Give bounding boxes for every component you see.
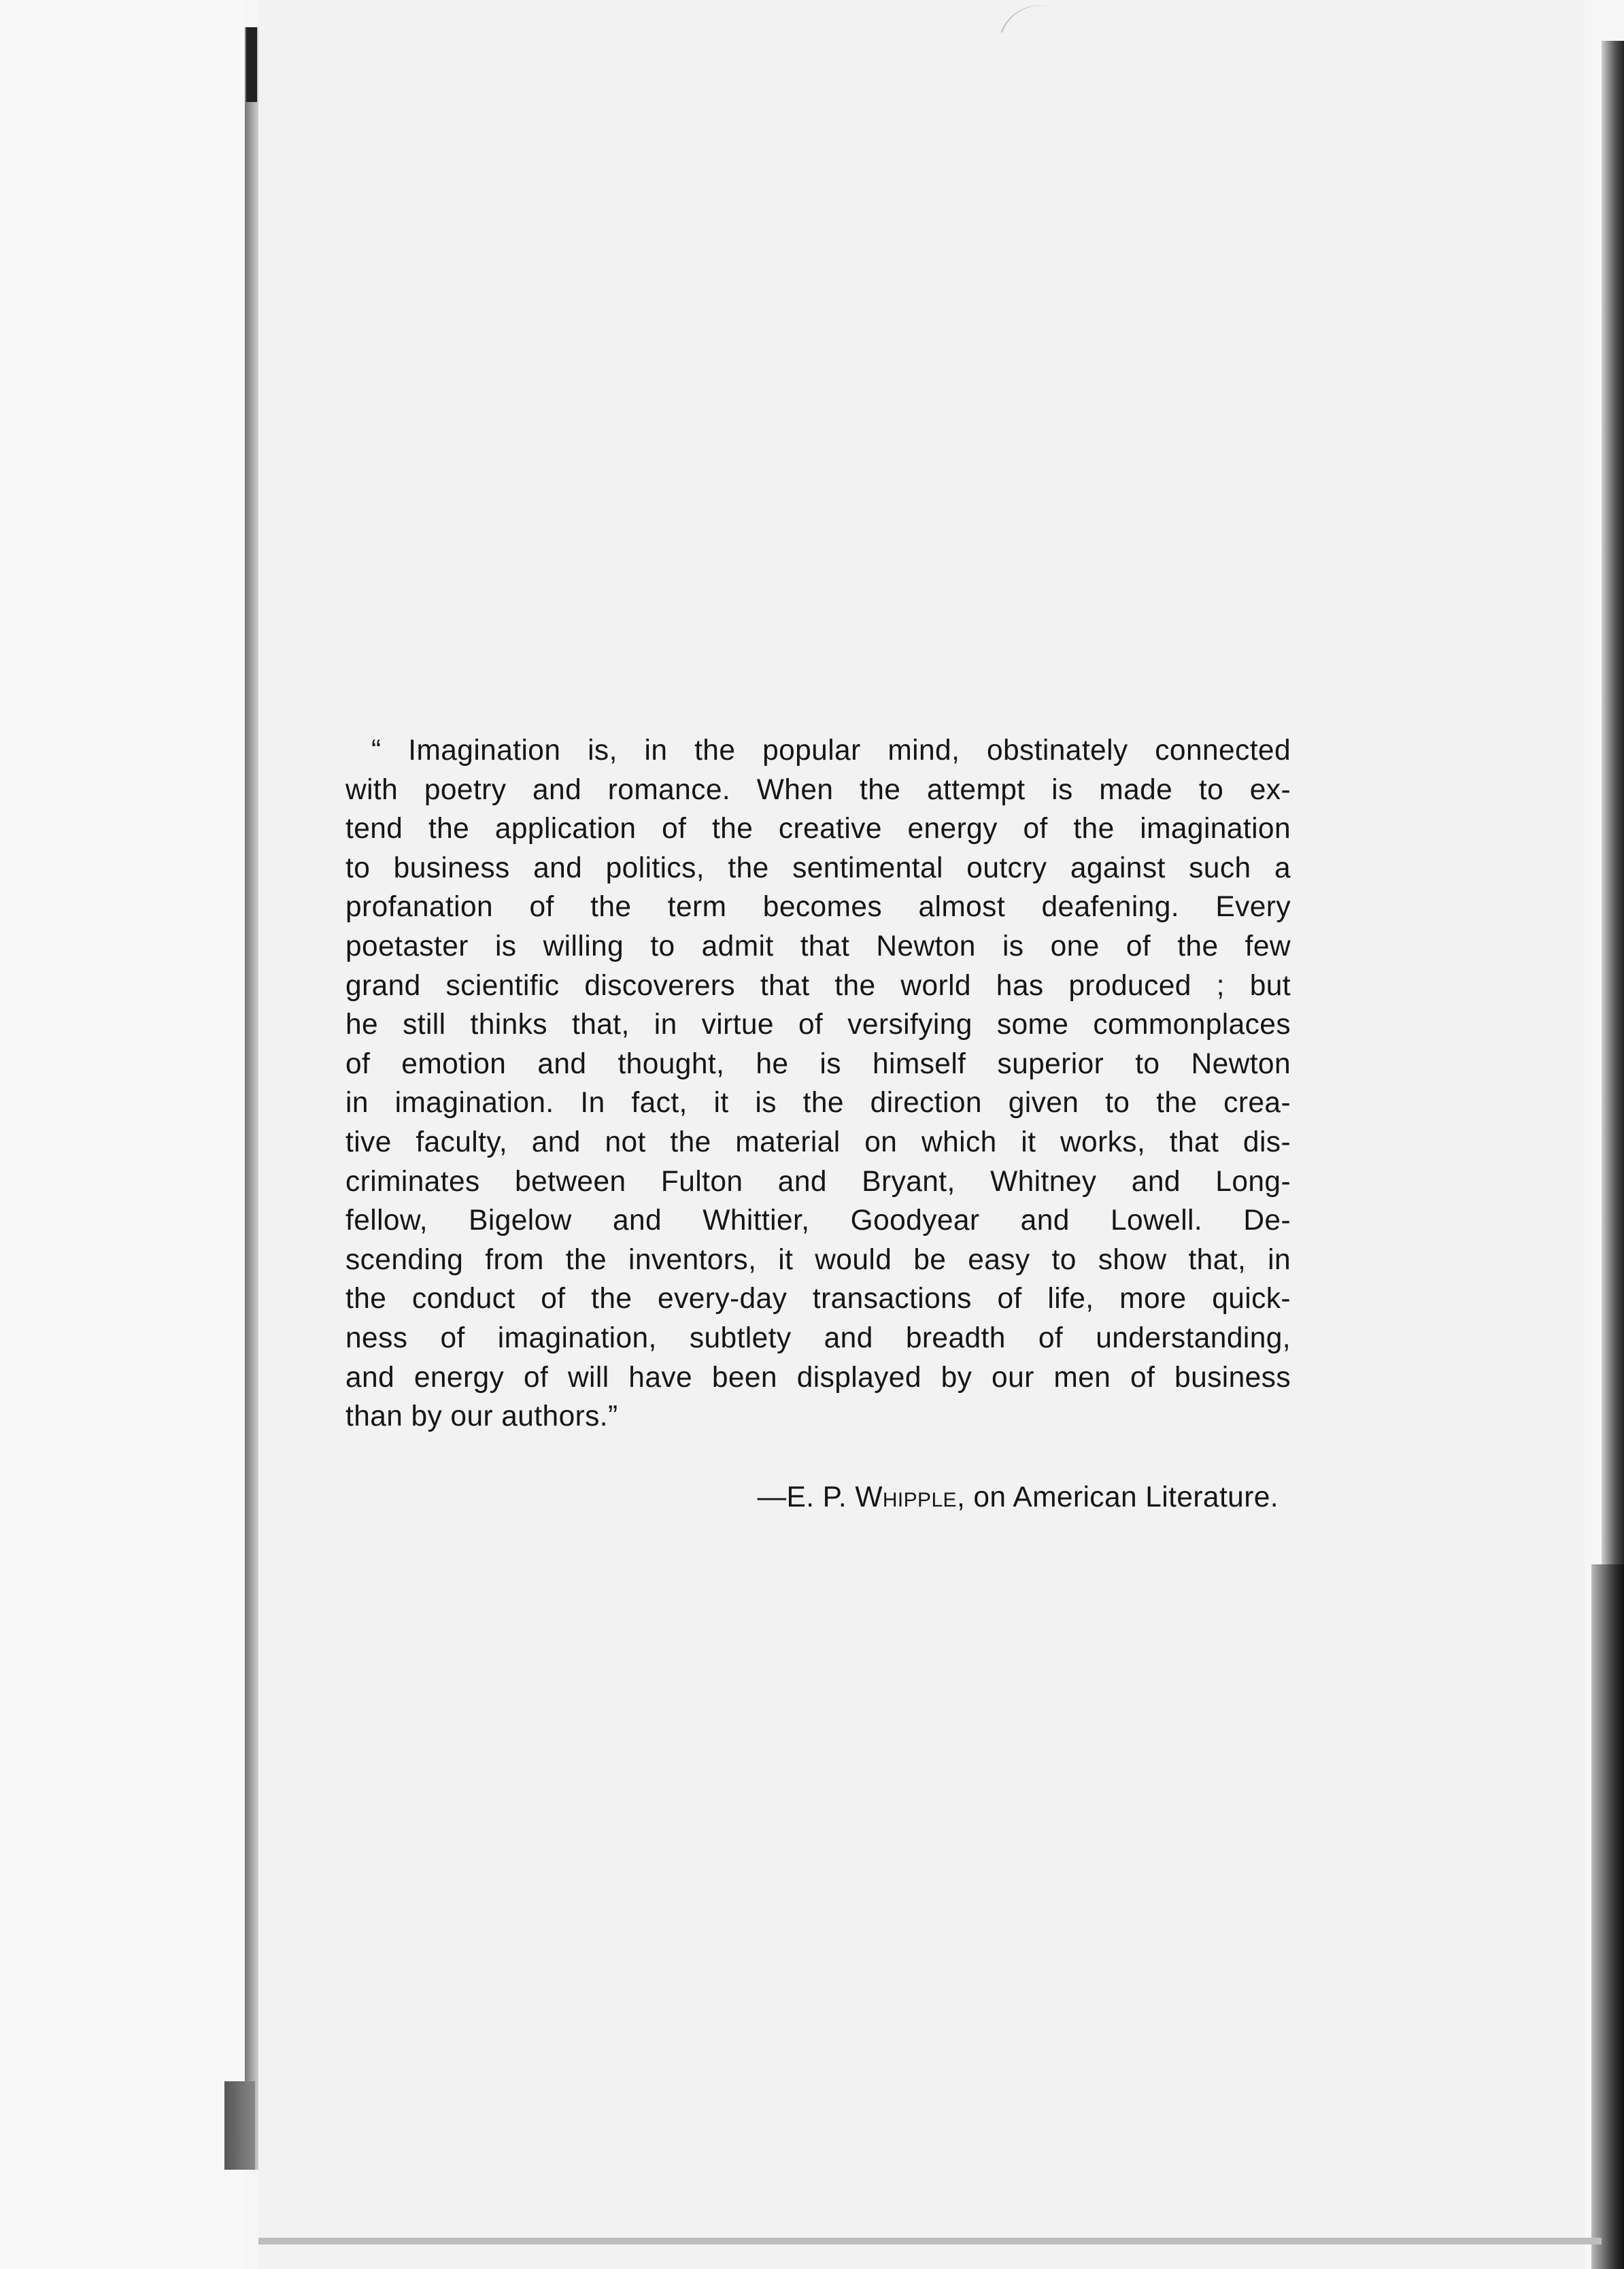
quote-line: with poetry and romance. When the attempt is made to ex-: [345, 773, 1291, 806]
binding-gutter: [245, 27, 258, 2170]
attribution-dash: —E. P.: [757, 1481, 856, 1513]
page-bottom-edge: [258, 2238, 1602, 2245]
facing-page-margin: [0, 0, 245, 2269]
epigraph-quote: [345, 731, 1291, 1436]
quote-line: he still thinks that, in virtue of versifying some commonplaces: [345, 1009, 1291, 1041]
quote-line: “ Imagination is, in the popular mind, obstinately connected: [371, 735, 1291, 767]
page-right-edge-shadow: [1591, 1564, 1624, 2269]
quote-line: in imagination. In fact, it is the direction given to the crea-: [345, 1087, 1291, 1120]
quote-line: tive faculty, and not the material on which it works, that dis-: [345, 1126, 1291, 1158]
quote-line: criminates between Fulton and Bryant, Whitney and Long-: [345, 1165, 1291, 1198]
quote-line: than by our authors.”: [345, 1400, 618, 1433]
quote-line: tend the application of the creative energy of the imagination: [345, 813, 1291, 845]
quote-line: scending from the inventors, it would be easy to show that, in: [345, 1243, 1291, 1276]
quote-line: fellow, Bigelow and Whittier, Goodyear and Lowell. De-: [345, 1205, 1291, 1237]
quote-line: the conduct of the every-day transactions of life, more quick-: [345, 1283, 1291, 1315]
quote-line: and energy of will have been displayed by our men of business: [345, 1361, 1291, 1394]
attribution-author: Whipple: [855, 1481, 957, 1513]
quote-line: to business and politics, the sentimental outcry against such a: [345, 852, 1291, 884]
quote-line: profanation of the term becomes almost deafening. Every: [345, 891, 1291, 924]
quote-line: ness of imagination, subtlety and breadth of understanding,: [345, 1322, 1291, 1354]
binding-gutter-bottom: [224, 2081, 255, 2170]
attribution-source: , on American Literature.: [956, 1481, 1279, 1513]
quote-line: poetaster is willing to admit that Newton is one of the few: [345, 930, 1291, 962]
binding-gutter-top: [246, 27, 257, 102]
quote-line: of emotion and thought, he is himself superior to Newton: [345, 1047, 1291, 1080]
quote-attribution: [626, 1481, 1279, 1514]
quote-line: grand scientific discoverers that the world has produced ; but: [345, 969, 1291, 1002]
